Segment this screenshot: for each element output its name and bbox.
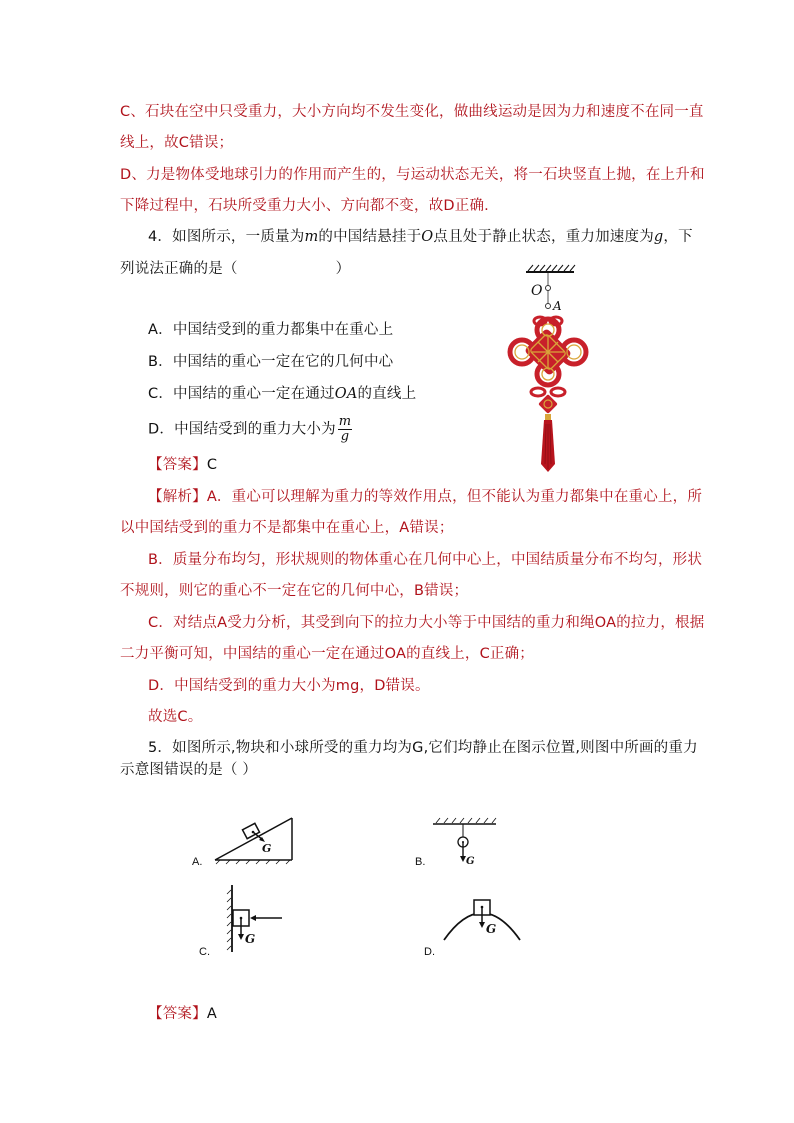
q4-stem-part-a: 4．如图所示，一质量为 [148, 229, 305, 245]
q4-analysis-a1 [148, 487, 702, 507]
ceiling-hatch [528, 265, 575, 271]
q4-answer [148, 455, 217, 475]
figure-c-g-label: G [245, 932, 256, 946]
q4-stem-part-c: 点且处于静止状态，重力加速度为 [433, 229, 654, 245]
point-a-marker [546, 304, 551, 309]
label-a: A [553, 299, 562, 313]
figure-b-hanging-ball [430, 812, 500, 870]
q5-stem-line1: 5．如图所示,物块和小球所受的重力均为G,它们均静止在图示位置,则图中所画的重力 [148, 740, 698, 756]
q4-analysis-b1: B．质量分布均匀，形状规则的物体重心在几何中心上，中国结质量分布不均匀，形状 [148, 552, 703, 568]
q4-analysis-a1-text: A．重心可以理解为重力的等效作用点，但不能认为重力都集中在重心上，所 [206, 489, 703, 505]
q4-var-m: m [304, 229, 319, 245]
prev-answer-d-line2: 下降过程中，石块所受重力大小、方向都不变，故D正确. [120, 198, 489, 214]
prev-answer-d-line1: D、力是物体受地球引力的作用而产生的，与运动状态无关，将一石块竖直上抛，在上升和 [120, 167, 705, 183]
q4-stem-part-d: ，下 [663, 229, 693, 245]
q4-option-d [148, 415, 352, 447]
q4-stem-line2 [120, 259, 350, 279]
q4-option-d-text: D．中国结受到的重力大小为 [148, 421, 336, 438]
label-o: O [531, 283, 543, 299]
q4-stem-line1 [148, 227, 693, 247]
point-o-marker [546, 286, 551, 291]
q4-stem-paren-close: ） [335, 261, 351, 277]
prev-answer-c-line1: C、石块在空中只受重力，大小方向均不发生变化，做曲线运动是因为力和速度不在同一直 [120, 104, 704, 120]
q4-analysis-a2: 以中国结受到的重力不是都集中在重心上，A错误； [120, 520, 454, 536]
figure-a-g-label: G [262, 842, 272, 855]
fraction-numerator: m [338, 414, 352, 429]
q4-option-c-oa: OA [334, 386, 358, 402]
figure-c-label: C. [199, 946, 210, 958]
q4-analysis-d: D．中国结受到的重力大小为mg，D错误。 [148, 678, 430, 694]
fraction-denominator: g [340, 429, 350, 444]
q4-analysis-c1: C．对结点A受力分析，其受到向下的拉力大小等于中国结的重力和绳OA的拉力，根据 [148, 615, 705, 631]
knot-lower-loops [531, 388, 565, 396]
q4-answer-tag: 【答案】 [148, 457, 207, 473]
q5-answer-value: A [206, 1006, 217, 1022]
figure-a-incline [210, 810, 300, 865]
q4-option-a: A．中国结受到的重力都集中在重心上 [148, 322, 394, 338]
figure-c-wall-block [222, 880, 292, 956]
chinese-knot-figure [500, 264, 610, 476]
q4-conclusion: 故选C。 [148, 709, 203, 725]
q4-option-c-part-a: C．中国结的重心一定在通过 [148, 386, 335, 402]
q4-analysis-b2: 不规则，则它的重心不一定在它的几何中心，B错误； [120, 583, 469, 599]
q4-analysis-c2: 二力平衡可知，中国结的重心一定在通过OA的直线上，C正确； [120, 646, 534, 662]
figure-d-curved-block [438, 884, 526, 952]
q4-option-d-fraction [338, 415, 353, 444]
knot-tassel [541, 414, 555, 472]
q4-stem-line2-text: 列说法正确的是（ [120, 261, 238, 277]
q4-var-g: g [653, 229, 664, 245]
figure-b-g-label: G [466, 856, 475, 867]
q4-option-c [148, 384, 416, 404]
q4-var-o: O [421, 229, 434, 245]
q4-analysis-tag: 【解析】 [148, 489, 207, 505]
figure-a-label: A. [192, 856, 203, 868]
q4-answer-value: C [206, 457, 218, 473]
figure-d-label: D. [424, 946, 435, 958]
q4-stem-part-b: 的中国结悬挂于 [318, 229, 422, 245]
q5-answer-tag: 【答案】 [148, 1006, 207, 1022]
q5-stem-line2: 示意图错误的是（ ） [120, 762, 258, 778]
q4-option-b: B．中国结的重心一定在它的几何中心 [148, 354, 394, 370]
prev-answer-c-line2: 线上，故C错误； [120, 135, 234, 151]
knot-main-body [510, 319, 586, 385]
figure-b-label: B. [415, 856, 426, 868]
q5-answer [148, 1004, 217, 1024]
q4-option-c-part-b: 的直线上 [357, 386, 417, 402]
figure-d-g-label: G [486, 922, 497, 936]
